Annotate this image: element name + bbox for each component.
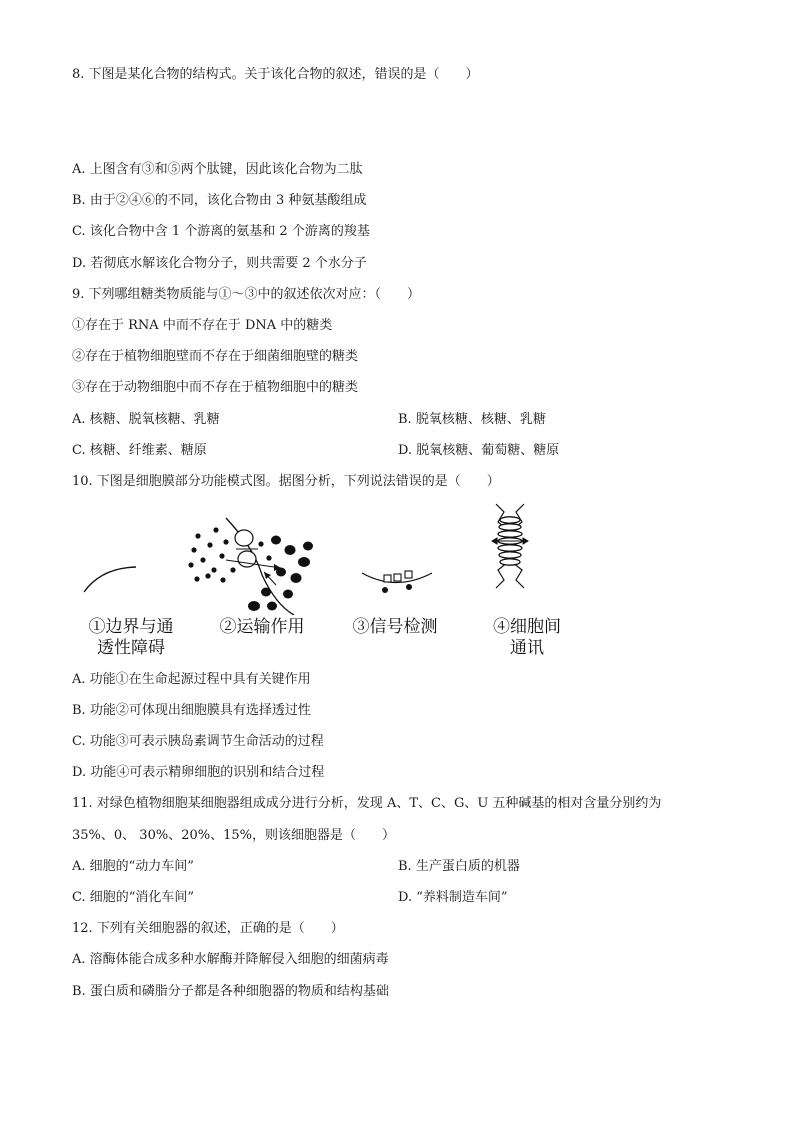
q8-option-b: B. 由于②④⑥的不同，该化合物由 3 种氨基酸组成 [72, 193, 367, 208]
q9-stem: 9. 下列哪组糖类物质能与①～③中的叙述依次对应：（ ） [72, 287, 421, 302]
transport-membrane-curve [226, 518, 294, 615]
signal-molecule-2 [406, 584, 412, 590]
q8-option-d: D. 若彻底水解该化合物分子，则共需要 2 个水分子 [72, 256, 367, 271]
q12-option-a: A. 溶酶体能合成多种水解酶并降解侵入细胞的细菌病毒 [72, 952, 389, 967]
q10-option-c: C. 功能③可表示胰岛素调节生命活动的过程 [72, 734, 324, 749]
receptor-square-1 [384, 575, 391, 582]
figure-label-1 [72, 617, 190, 659]
figure-label-1-line2: 透性障碍 [97, 638, 165, 658]
figure-label-4-line1: ④细胞间 [493, 617, 561, 637]
signal-molecule-1 [382, 587, 388, 593]
q10-option-a: A. 功能①在生命起源过程中具有关键作用 [72, 672, 311, 687]
q9-option-d: D. 脱氧核糖、葡萄糖、糖原 [398, 443, 560, 458]
q12-stem: 12. 下列有关细胞器的叙述，正确的是（ ） [72, 921, 344, 936]
figure-label-4-line2: 通讯 [510, 638, 544, 658]
carrier-protein-upper [235, 530, 253, 546]
figure-label-2 [203, 617, 321, 638]
figure-label-1-line1: ①边界与通 [88, 617, 174, 637]
q9-option-a: A. 核糖、脱氧核糖、乳糖 [72, 412, 220, 427]
q9-statement-3: ③存在于动物细胞中而不存在于植物细胞中的糖类 [72, 380, 359, 395]
q8-option-c: C. 该化合物中含 1 个游离的氨基和 2 个游离的羧基 [72, 224, 370, 239]
q9-option-b: B. 脱氧核糖、核糖、乳糖 [398, 412, 546, 427]
q10-option-d: D. 功能④可表示精卵细胞的识别和结合过程 [72, 765, 325, 780]
small-molecule-dots [188, 527, 271, 582]
q9-statement-2: ②存在于植物细胞壁而不存在于细菌细胞壁的糖类 [72, 349, 359, 364]
figure-label-3-line1: ③信号检测 [352, 617, 438, 637]
large-molecule-dots [248, 536, 313, 612]
receptor-square-3 [405, 571, 412, 578]
membrane-function-figure [76, 500, 596, 615]
boundary-membrane-arc [84, 567, 136, 592]
q8-option-a: A. 上图含有③和⑤两个肽键，因此该化合物为二肽 [72, 162, 363, 177]
q9-statement-1: ①存在于 RNA 中而不存在于 DNA 中的糖类 [72, 318, 333, 333]
q10-option-b: B. 功能②可体现出细胞膜具有选择透过性 [72, 703, 311, 718]
q12-option-b: B. 蛋白质和磷脂分子都是各种细胞器的物质和结构基础 [72, 984, 389, 999]
q8-stem: 8. 下图是某化合物的结构式。关于该化合物的叙述，错误的是（ ） [72, 67, 479, 82]
q11-option-a: A. 细胞的“动力车间” [72, 859, 194, 874]
carrier-protein-lower [238, 551, 256, 567]
q11-option-b: B. 生产蛋白质的机器 [398, 859, 520, 874]
q11-stem-line2: 35%、0、 30%、20%、15%，则该细胞器是（ ） [72, 828, 395, 843]
figure-label-2-line1: ②运输作用 [219, 617, 305, 637]
q10-stem: 10. 下图是细胞膜部分功能模式图。据图分析，下列说法错误的是（ ） [72, 474, 500, 489]
q11-stem-line1: 11. 对绿色植物细胞某细胞器组成成分进行分析，发现 A、T、C、G、U 五种碱基的相对含量分别约为 [72, 796, 662, 811]
figure-label-3 [336, 617, 454, 638]
receptor-square-2 [394, 574, 401, 581]
q11-option-c: C. 细胞的“消化车间” [72, 890, 195, 905]
q9-option-c: C. 核糖、纤维素、糖原 [72, 443, 207, 458]
q11-option-d: D. “养料制造车间” [398, 890, 508, 905]
figure-label-4 [472, 617, 582, 659]
